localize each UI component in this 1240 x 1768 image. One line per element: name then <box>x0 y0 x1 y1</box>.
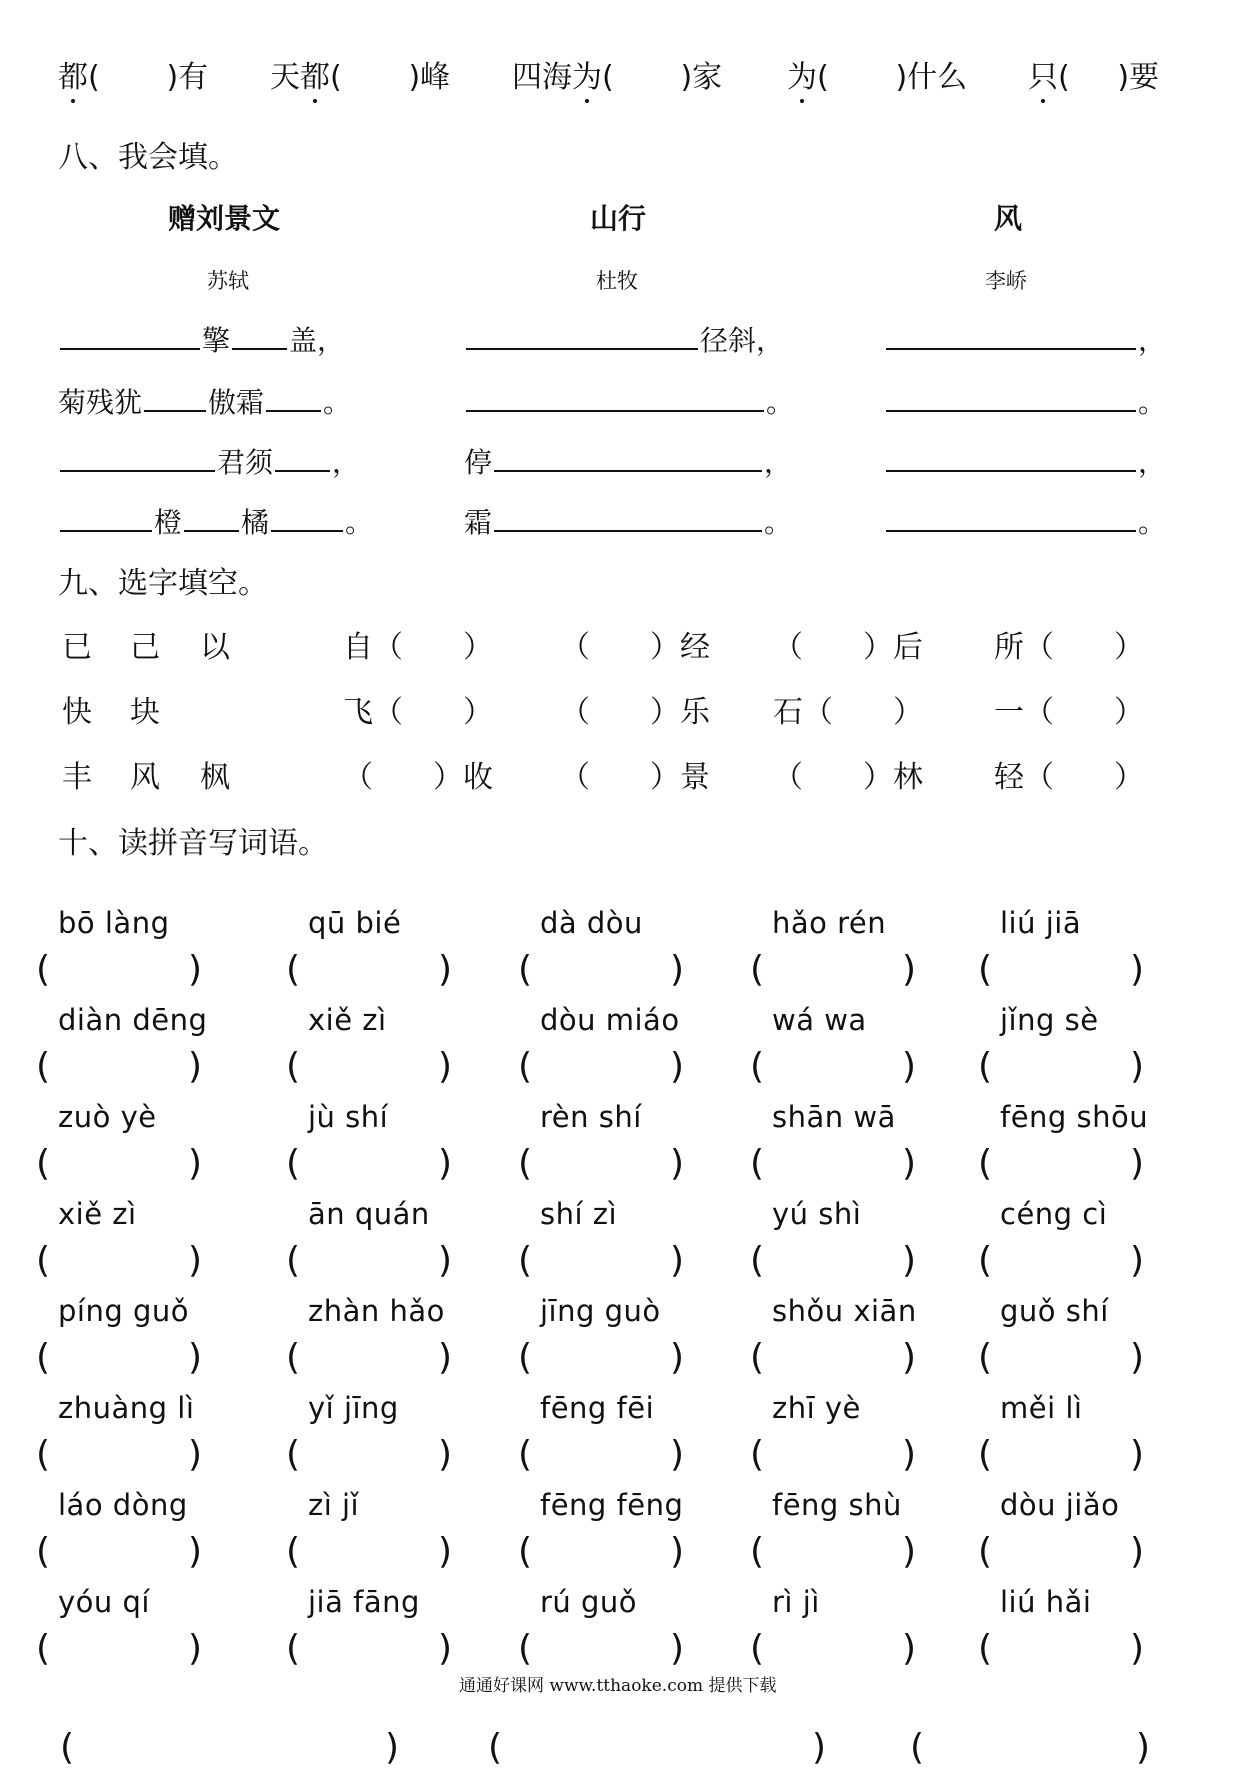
choice-char: 已 <box>62 630 92 665</box>
pinyin-label: měi lì <box>1000 1391 1083 1425</box>
pinyin-label: jiā fāng <box>308 1585 420 1619</box>
answer-brackets[interactable]: ( ) <box>36 1337 203 1378</box>
pinyin-label: zhàn hǎo <box>308 1294 445 1328</box>
choice-char: 枫 <box>200 760 230 795</box>
pinyin-label: shǒu xiān <box>772 1294 917 1328</box>
poem1-line3: 君须 ， <box>58 446 360 480</box>
pinyin-label: yóu qí <box>58 1585 150 1619</box>
pinyin-label: jù shí <box>308 1100 389 1134</box>
pinyin-label: píng guǒ <box>58 1294 190 1328</box>
blank[interactable] <box>232 324 287 350</box>
answer-brackets[interactable]: ( ) <box>750 1434 917 1475</box>
pinyin-label: rú guǒ <box>540 1585 638 1619</box>
answer-brackets[interactable]: ( ) <box>36 1628 203 1669</box>
poem1-line1: 擎 盖， <box>58 324 345 358</box>
poem3-line2: 。 <box>884 386 1166 420</box>
blank[interactable] <box>886 386 1136 412</box>
poem3-line4: 。 <box>884 506 1166 540</box>
answer-brackets[interactable]: ( ) <box>36 1434 203 1475</box>
pinyin-label: céng cì <box>1000 1197 1108 1231</box>
pinyin-label: fēng fēng <box>540 1488 684 1522</box>
pinyin-label: rèn shí <box>540 1100 642 1134</box>
top-item-2: 天都( )峰 <box>270 60 451 95</box>
poem2-author: 杜牧 <box>596 269 638 293</box>
blank[interactable] <box>466 386 764 412</box>
choice-char: 快 <box>62 695 92 730</box>
answer-brackets[interactable]: ( ) <box>286 1337 453 1378</box>
answer-brackets[interactable]: ( ) <box>978 1240 1145 1281</box>
fill-item[interactable]: 飞（ ） <box>343 695 493 730</box>
pinyin-label: diàn dēng <box>58 1003 208 1037</box>
blank[interactable] <box>886 446 1136 472</box>
pinyin-label: liú hǎi <box>1000 1585 1092 1619</box>
answer-brackets[interactable]: ( ) <box>750 1240 917 1281</box>
pinyin-label: shí zì <box>540 1197 618 1231</box>
top-item-4: 为( )什么 <box>787 60 968 95</box>
poem3-author: 李峤 <box>985 269 1027 293</box>
pinyin-label: liú jiā <box>1000 906 1082 940</box>
pinyin-label: jīng guò <box>540 1294 661 1328</box>
choice-char: 丰 <box>62 760 92 795</box>
blank[interactable] <box>494 506 762 532</box>
top-item-3: 四海为( )家 <box>512 60 723 95</box>
blank[interactable] <box>60 446 215 472</box>
pinyin-label: guǒ shí <box>1000 1294 1109 1328</box>
blank[interactable] <box>266 386 321 412</box>
pinyin-label: wá wa <box>772 1003 867 1037</box>
answer-brackets[interactable]: ( ) <box>750 1531 917 1572</box>
blank[interactable] <box>184 506 239 532</box>
answer-brackets[interactable]: ( ) <box>286 1434 453 1475</box>
pinyin-label: dòu miáo <box>540 1003 680 1037</box>
answer-brackets[interactable]: ( ) <box>518 1240 685 1281</box>
answer-brackets[interactable]: ( ) <box>518 1337 685 1378</box>
answer-brackets[interactable]: ( ) <box>36 1531 203 1572</box>
answer-brackets[interactable]: ( ) <box>750 1046 917 1087</box>
choice-char: 己 <box>130 630 160 665</box>
pinyin-label: yǐ jīng <box>308 1391 399 1425</box>
poem3-line1: ， <box>884 324 1166 358</box>
answer-brackets[interactable]: ( ) <box>518 1046 685 1087</box>
answer-brackets[interactable]: ( ) <box>978 1628 1145 1669</box>
pinyin-label: qū bié <box>308 906 402 940</box>
poem2-line4: 霜 。 <box>464 506 793 539</box>
pinyin-label: zuò yè <box>58 1100 157 1134</box>
pinyin-label: hǎo rén <box>772 906 887 940</box>
poem2-line3: 停 ， <box>464 446 793 479</box>
fill-item[interactable]: 轻（ ） <box>994 760 1144 795</box>
blank[interactable] <box>60 324 200 350</box>
answer-brackets[interactable]: ( ) <box>750 1628 917 1669</box>
answer-brackets[interactable]: ( ) <box>978 1531 1145 1572</box>
poem1-author: 苏轼 <box>207 269 249 293</box>
poem3-title: 风 <box>994 202 1023 235</box>
section10-title: 十、读拼音写词语。 <box>58 826 328 861</box>
answer-brackets[interactable]: ( ) <box>36 949 203 990</box>
answer-brackets[interactable]: ( ) <box>750 1337 917 1378</box>
fill-item[interactable]: 石（ ） <box>773 695 923 730</box>
fill-item[interactable]: 所（ ） <box>994 630 1144 665</box>
answer-brackets[interactable]: ( ) <box>518 1628 685 1669</box>
poem2-title: 山行 <box>590 202 647 235</box>
fill-item[interactable]: （ ）景 <box>560 760 710 795</box>
section9-title: 九、选字填空。 <box>58 566 268 601</box>
top-row <box>0 60 1240 100</box>
answer-brackets[interactable]: ( ) <box>518 949 685 990</box>
pinyin-label: jǐng sè <box>1000 1003 1099 1037</box>
blank[interactable] <box>494 446 762 472</box>
poem1-line4: 橙 橘 。 <box>58 506 373 540</box>
pinyin-label: xiě zì <box>308 1003 387 1037</box>
answer-brackets[interactable]: ( ) <box>978 1143 1145 1184</box>
pinyin-label: zhuàng lì <box>58 1391 195 1425</box>
blank[interactable] <box>275 446 330 472</box>
answer-brackets[interactable]: ( ) <box>286 949 453 990</box>
pinyin-label: dòu jiǎo <box>1000 1488 1120 1522</box>
blank[interactable] <box>886 324 1136 350</box>
pinyin-label: láo dòng <box>58 1488 188 1522</box>
blank[interactable] <box>144 386 206 412</box>
answer-brackets[interactable]: ( ) <box>286 1628 453 1669</box>
pinyin-label: zhī yè <box>772 1391 861 1425</box>
answer-brackets[interactable]: ( ) <box>286 1531 453 1572</box>
choice-char: 以 <box>200 630 230 665</box>
answer-brackets[interactable]: ( ) <box>518 1531 685 1572</box>
pinyin-label: rì jì <box>772 1585 820 1619</box>
answer-brackets[interactable]: ( ) <box>750 1143 917 1184</box>
poem2-line1: 径斜， <box>464 324 784 358</box>
answer-brackets[interactable]: ( ) <box>750 949 917 990</box>
choice-char: 风 <box>130 760 160 795</box>
pinyin-label: xiě zì <box>58 1197 137 1231</box>
fill-item[interactable]: （ ）经 <box>560 630 710 665</box>
poem1-line2: 菊残犹 傲霜 。 <box>58 386 352 419</box>
answer-brackets[interactable]: ( ) <box>978 1046 1145 1087</box>
pinyin-label: fēng shōu <box>1000 1100 1149 1134</box>
answer-brackets[interactable]: ( ) <box>286 1046 453 1087</box>
poem3-line3: ， <box>884 446 1166 480</box>
pinyin-label: ān quán <box>308 1197 430 1231</box>
poem1-title: 赠刘景文 <box>168 202 281 235</box>
pinyin-label: fēng fēi <box>540 1391 655 1425</box>
poem2-line2: 。 <box>464 386 794 420</box>
fill-item[interactable]: （ ）乐 <box>560 695 710 730</box>
answer-brackets[interactable]: ( ) <box>518 1434 685 1475</box>
fill-item[interactable]: 自（ ） <box>343 630 493 665</box>
fill-item[interactable]: （ ）林 <box>773 760 923 795</box>
blank[interactable] <box>271 506 343 532</box>
answer-brackets[interactable]: ( ) <box>36 1046 203 1087</box>
footer: 通通好课网 www.tthaoke.com 提供下载 <box>459 1676 777 1696</box>
choice-char: 块 <box>130 695 160 730</box>
answer-brackets[interactable]: ( ) <box>286 1240 453 1281</box>
blank[interactable] <box>466 324 698 350</box>
fill-item[interactable]: 一（ ） <box>994 695 1144 730</box>
pinyin-label: yú shì <box>772 1197 862 1231</box>
answer-brackets[interactable]: ( ) <box>36 1240 203 1281</box>
answer-brackets[interactable]: ( ) <box>36 1143 203 1184</box>
blank[interactable] <box>60 506 152 532</box>
pinyin-label: fēng shù <box>772 1488 902 1522</box>
answer-brackets[interactable]: ( ) <box>518 1143 685 1184</box>
answer-brackets[interactable]: ( ) <box>978 1434 1145 1475</box>
pinyin-label: dà dòu <box>540 906 643 940</box>
fill-item[interactable]: （ ）后 <box>773 630 923 665</box>
top-item-1: 都( )有 <box>58 60 209 95</box>
blank[interactable] <box>886 506 1136 532</box>
pinyin-label: shān wā <box>772 1100 896 1134</box>
answer-brackets[interactable]: ( ) <box>286 1143 453 1184</box>
answer-brackets[interactable]: ( ) <box>978 1337 1145 1378</box>
fill-item[interactable]: （ ）收 <box>343 760 493 795</box>
answer-brackets[interactable]: ( ) <box>978 949 1145 990</box>
pinyin-label: bō làng <box>58 906 170 940</box>
top-item-5: 只( )要 <box>1028 60 1160 95</box>
section8-title: 八、我会填。 <box>58 140 238 175</box>
pinyin-label: zì jǐ <box>308 1488 360 1522</box>
